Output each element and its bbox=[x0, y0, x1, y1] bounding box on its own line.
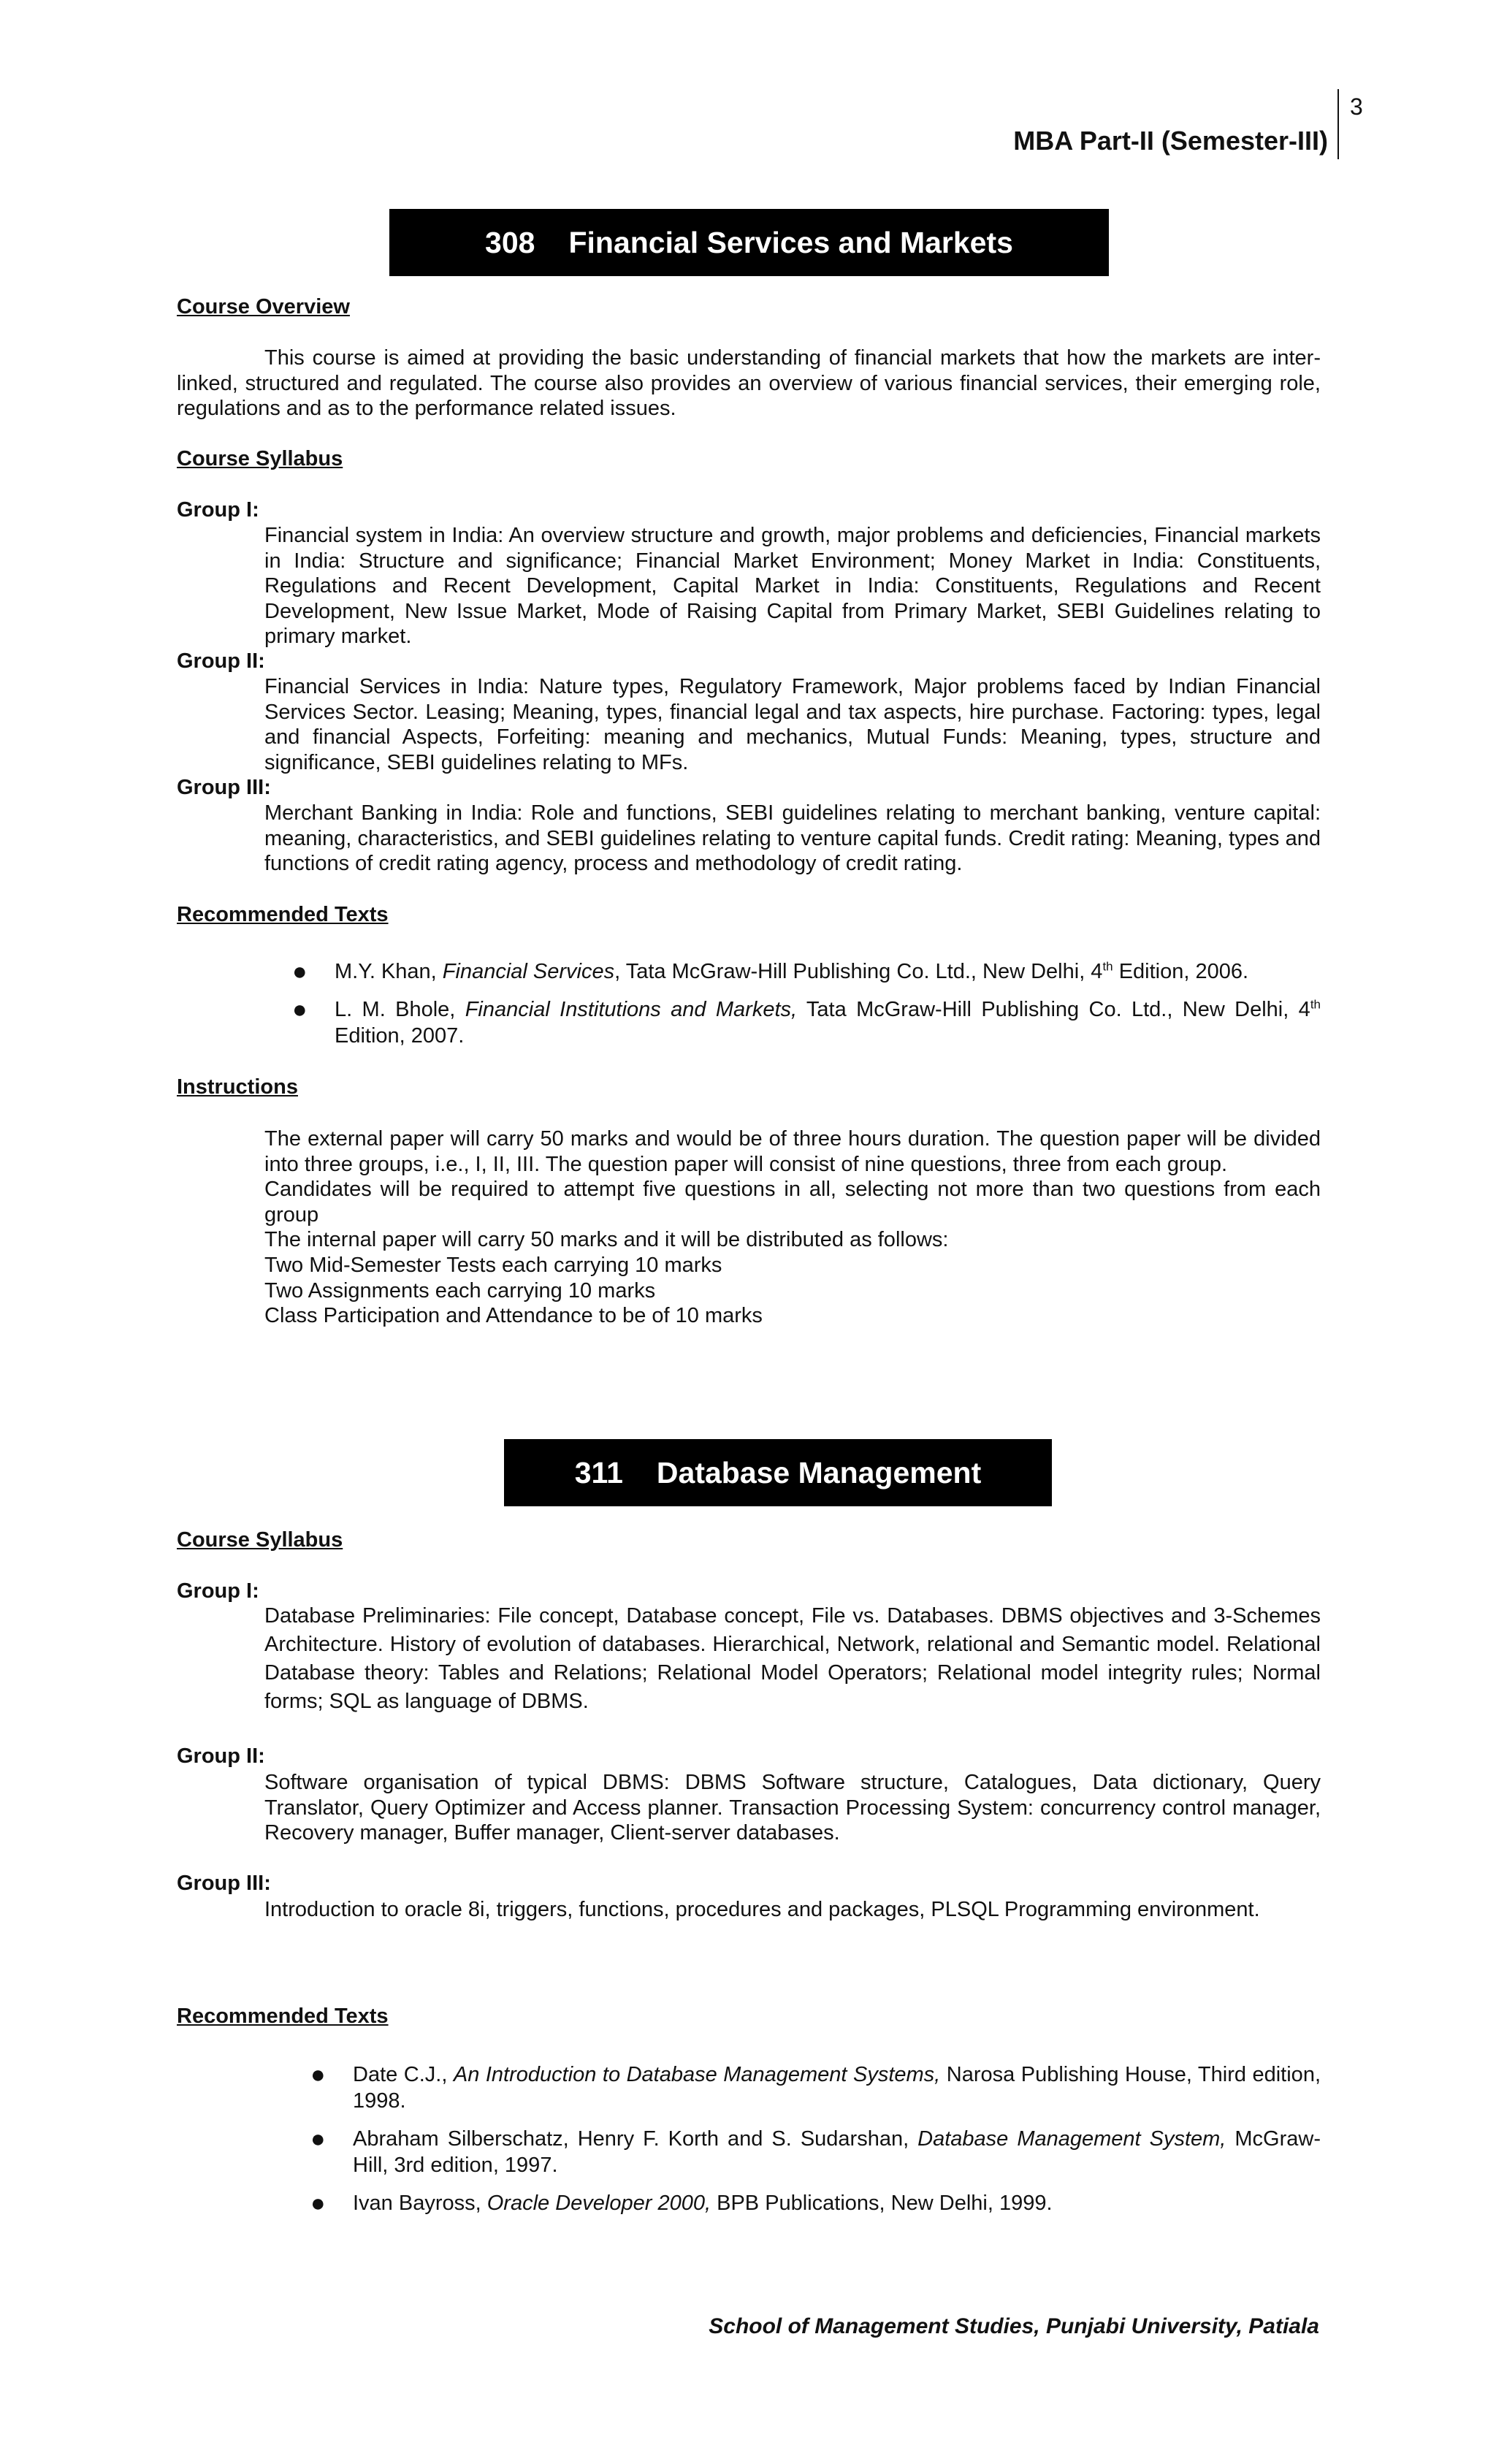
group-text: Introduction to oracle 8i, triggers, functions, procedures and packages, PLSQL Programming environment. bbox=[264, 1898, 1260, 1921]
course-code: 308 bbox=[485, 225, 535, 259]
group-text: Financial system in India: An overview structure and growth, major problems and deficiencies, Financial markets in India: Structure and significance; Financial Market Environment; Money Market in India: Constituents, Regulations and Recent Development, Capital Market in India: Constituents, Regulations and Recent Development, New Issue Market, Mode of Raising Capital from Primary Market, SEBI Guidelines relating to primary market. bbox=[264, 524, 1321, 649]
page-footer: School of Management Studies, Punjabi University, Patiala bbox=[709, 2314, 1319, 2338]
group-text: Software organisation of typical DBMS: DBMS Software structure, Catalogues, Data dictionary, Query Translator, Query Optimizer and Access planner. Transaction Processing System: concurrency control manager, Recovery manager, Buffer manager, Client-server databases. bbox=[264, 1771, 1321, 1845]
instruction-line: Class Participation and Attendance to be of 10 marks bbox=[264, 1304, 763, 1328]
header-divider bbox=[1337, 89, 1339, 159]
instruction-line: The internal paper will carry 50 marks and it will be distributed as follows: bbox=[264, 1228, 949, 1252]
course-overview-text: This course is aimed at providing the basic understanding of financial markets that how the markets are inter-linked, structured and regulated. The course also provides an overview of various financial services, their emerging role, regulations and as to the performance related issues. bbox=[177, 346, 1321, 421]
course-title: Financial Services and Markets bbox=[568, 225, 1013, 259]
bullet-icon: ● bbox=[292, 996, 308, 1023]
group-label: Group I: bbox=[177, 1579, 259, 1603]
instruction-line: Two Assignments each carrying 10 marks bbox=[264, 1278, 656, 1302]
group-label: Group II: bbox=[177, 1744, 265, 1768]
recommended-texts-list bbox=[310, 2061, 1321, 2228]
section-heading-overview: Course Overview bbox=[177, 295, 350, 319]
instructions-block bbox=[264, 1126, 1321, 1329]
group-label: Group III: bbox=[177, 776, 271, 799]
book-title: Database Management System, bbox=[917, 2127, 1226, 2151]
list-item: ● L. M. Bhole, Financial Institutions and Markets, Tata McGraw-Hill Publishing Co. Ltd., New Delhi, 4th Edition, 2007. bbox=[292, 996, 1321, 1048]
group-text: Database Preliminaries: File concept, Database concept, File vs. Databases. DBMS objectives and 3-Schemes Architecture. History of evolution of databases. Hierarchical, Network, relational and Semantic model. Relational Database theory: Tables and Relations; Relational Model Operators; Relational model integrity rules; Normal forms; SQL as language of DBMS. bbox=[264, 1604, 1321, 1713]
section-heading-texts: Recommended Texts bbox=[177, 2005, 389, 2028]
bullet-icon: ● bbox=[310, 2061, 326, 2089]
book-title: Oracle Developer 2000, bbox=[486, 2192, 711, 2215]
list-item: ● M.Y. Khan, Financial Services, Tata McGraw-Hill Publishing Co. Ltd., New Delhi, 4th Edition, 2006. bbox=[292, 958, 1249, 985]
course-title-bar bbox=[389, 209, 1109, 276]
section-heading-syllabus: Course Syllabus bbox=[177, 1528, 343, 1552]
group-label: Group II: bbox=[177, 649, 265, 673]
bullet-icon: ● bbox=[310, 2125, 326, 2153]
section-heading-texts: Recommended Texts bbox=[177, 903, 389, 926]
list-item: ● Date C.J., An Introduction to Database Management Systems, Narosa Publishing House, Third edition, 1998. bbox=[310, 2061, 1321, 2113]
course-title-bar bbox=[504, 1439, 1052, 1506]
course-title: Database Management bbox=[656, 1455, 982, 1490]
group-text: Financial Services in India: Nature types, Regulatory Framework, Major problems faced by Indian Financial Services Sector. Leasing; Meaning, types, financial legal and tax aspects, hire purchase. Factoring: types, legal and financial Aspects, Forfeiting: meaning and mechanics, Mutual Funds: Meaning, types, structure and significance, SEBI guidelines relating to MFs. bbox=[264, 675, 1321, 774]
instruction-line: The external paper will carry 50 marks and would be of three hours duration. The question paper will be divided into three groups, i.e., I, II, III. The question paper will consist of nine questions, three from each group. bbox=[264, 1127, 1321, 1176]
section-heading-syllabus: Course Syllabus bbox=[177, 447, 343, 470]
list-item: ● Ivan Bayross, Oracle Developer 2000, BPB Publications, New Delhi, 1999. bbox=[310, 2189, 1053, 2217]
list-item: ● Abraham Silberschatz, Henry F. Korth and S. Sudarshan, Database Management System, McGraw-Hill, 3rd edition, 1997. bbox=[310, 2125, 1321, 2177]
book-title: Financial Institutions and Markets, bbox=[465, 998, 798, 1021]
instruction-line: Candidates will be required to attempt five questions in all, selecting not more than two questions from each group bbox=[264, 1178, 1321, 1227]
course-code: 311 bbox=[574, 1455, 623, 1490]
instruction-line: Two Mid-Semester Tests each carrying 10 marks bbox=[264, 1253, 722, 1277]
book-title: Financial Services bbox=[442, 960, 615, 983]
group-text: Merchant Banking in India: Role and functions, SEBI guidelines relating to merchant banking, venture capital: meaning, characteristics, and SEBI guidelines relating to venture capital funds. Credit rating: Meaning, types and functions of credit rating agency, process and methodology of credit rating. bbox=[264, 801, 1321, 876]
section-heading-instructions: Instructions bbox=[177, 1075, 298, 1099]
recommended-texts-list bbox=[292, 958, 1321, 1061]
page-header: MBA Part-II (Semester-III) bbox=[1013, 126, 1328, 156]
book-title: An Introduction to Database Management Systems, bbox=[453, 2063, 941, 2086]
page-number: 3 bbox=[1350, 94, 1363, 120]
group-label: Group I: bbox=[177, 498, 259, 522]
group-label: Group III: bbox=[177, 1872, 271, 1895]
bullet-icon: ● bbox=[310, 2189, 326, 2217]
bullet-icon: ● bbox=[292, 958, 308, 985]
